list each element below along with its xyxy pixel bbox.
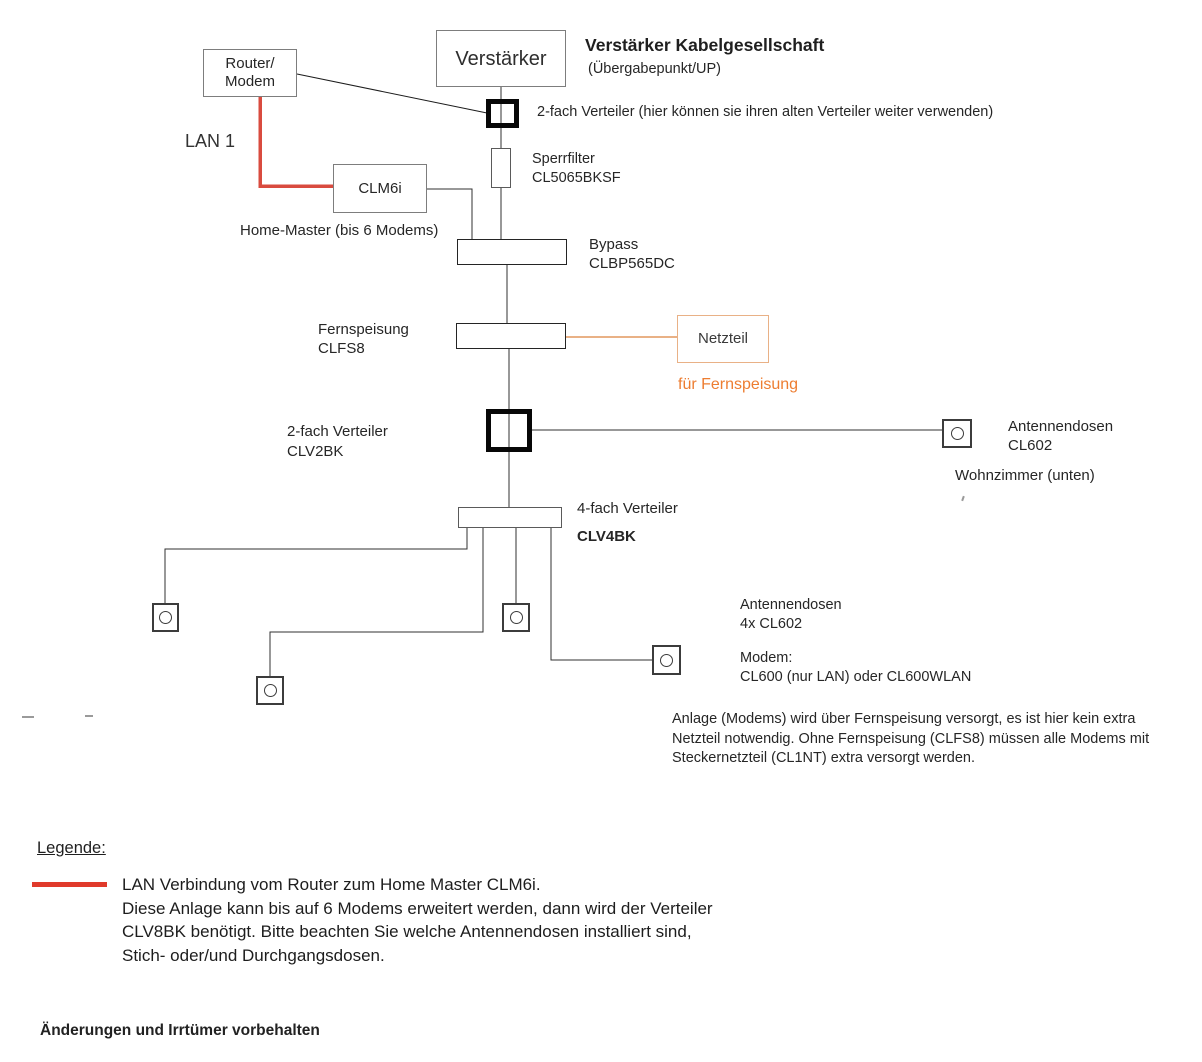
modem-label — [740, 649, 971, 687]
power-note-1: Anlage (Modems) wird über Fernspeisung versorgt, es ist hier kein extra — [672, 711, 1136, 727]
legend-red-line-icon — [32, 882, 107, 887]
clv4bk-label-1: 4-fach Verteiler — [577, 500, 678, 517]
fuer-fernspeisung-label: für Fernspeisung — [678, 376, 799, 393]
fernspeisung-label-1: Fernspeisung — [318, 321, 409, 338]
clv4bk-out1-line — [165, 528, 467, 603]
modem-label-1: Modem: — [740, 650, 793, 666]
outlet-socket-icon — [951, 427, 964, 440]
clv2bk-label — [287, 422, 388, 462]
outlet-socket-icon — [510, 611, 523, 624]
bypass-label-1: Bypass — [589, 236, 639, 253]
splitter-2fach-clv2bk-icon — [486, 409, 532, 452]
clm6i-box — [333, 164, 427, 213]
wohnzimmer-label: Wohnzimmer (unten) — [955, 467, 1095, 484]
legend-heading: Legende: — [37, 839, 106, 857]
verstaerker-label: Verstärker — [455, 47, 547, 70]
bypass-label — [589, 235, 675, 273]
sperrfilter-label — [532, 150, 621, 188]
legend-text-1: LAN Verbindung vom Router zum Home Master CLM6i. — [122, 875, 541, 894]
dose-right-label-1: Antennendosen — [1008, 418, 1114, 435]
outlet-socket-icon — [159, 611, 172, 624]
router-modem-label-2: Modem — [224, 73, 276, 90]
netzteil-box — [677, 315, 769, 363]
power-note-2: Netzteil notwendig. Ohne Fernspeisung (CLFS8) müssen alle Modems mit — [672, 730, 1150, 747]
antenna-outlet-2-icon — [256, 676, 284, 705]
dose-right-label — [1008, 417, 1113, 455]
antenna-outlet-1-icon — [152, 603, 179, 632]
power-note-3: Steckernetzteil (CL1NT) extra versorgt werden. — [672, 750, 975, 766]
antenna-outlet-4-icon — [652, 645, 681, 675]
router-modem-label-1: Router/ — [225, 55, 275, 72]
lan-red-line — [260, 97, 333, 186]
antenna-outlet-right-icon — [942, 419, 972, 448]
dosen4-label-2: 4x CL602 — [740, 616, 803, 632]
fernspeisung-label — [318, 320, 409, 358]
outlet-socket-icon — [660, 654, 673, 667]
diagram-title: Verstärker Kabelgesellschaft — [585, 35, 825, 55]
splitter-top-label: 2-fach Verteiler (hier können sie ihren alten Verteiler weiter verwenden) — [537, 104, 994, 120]
clv4bk-out4-line — [551, 528, 652, 660]
home-master-label: Home-Master (bis 6 Modems) — [240, 222, 439, 239]
clm6i-label: CLM6i — [358, 179, 402, 197]
verstaerker-box — [436, 30, 566, 87]
dose-right-label-2: CL602 — [1008, 437, 1053, 454]
clv2bk-label-1: 2-fach Verteiler — [287, 423, 388, 440]
sperrfilter-label-2: CL5065BKSF — [532, 170, 621, 186]
modem-label-2: CL600 (nur LAN) oder CL600WLAN — [740, 669, 972, 685]
power-note — [672, 710, 1149, 769]
legend-text — [122, 873, 713, 967]
antenna-outlet-3-icon — [502, 603, 530, 632]
lan1-label: LAN 1 — [185, 131, 236, 151]
netzteil-label: Netzteil — [697, 330, 749, 347]
router-modem-box — [203, 49, 297, 97]
legend-text-2: Diese Anlage kann bis auf 6 Modems erweitert werden, dann wird der Verteiler — [122, 898, 713, 918]
splitter-2fach-top-icon — [486, 99, 519, 128]
scan-artifact — [22, 716, 34, 718]
dosen4-label — [740, 596, 842, 634]
legend-text-3: CLV8BK benötigt. Bitte beachten Sie welche Antennendosen installiert sind, — [122, 922, 692, 941]
outlet-socket-icon — [264, 684, 277, 697]
scan-artifact — [85, 715, 93, 717]
fernspeisung-box — [456, 323, 566, 349]
clv2bk-label-2: CLV2BK — [287, 443, 344, 460]
clv4bk-out2-line — [270, 528, 483, 676]
legend-text-4: Stich- oder/und Durchgangsdosen. — [122, 945, 385, 965]
diagram-subtitle: (Übergabepunkt/UP) — [588, 61, 721, 77]
dosen4-label-1: Antennendosen — [740, 597, 842, 613]
clv4bk-label-2: CLV4BK — [577, 528, 636, 545]
footer-disclaimer: Änderungen und Irrtümer vorbehalten — [40, 1022, 320, 1039]
fernspeisung-label-2: CLFS8 — [318, 340, 365, 357]
bypass-box — [457, 239, 567, 265]
sperrfilter-label-1: Sperrfilter — [532, 151, 595, 167]
bypass-label-2: CLBP565DC — [589, 255, 675, 272]
sperrfilter-icon — [491, 148, 511, 188]
splitter-4fach-box — [458, 507, 562, 528]
